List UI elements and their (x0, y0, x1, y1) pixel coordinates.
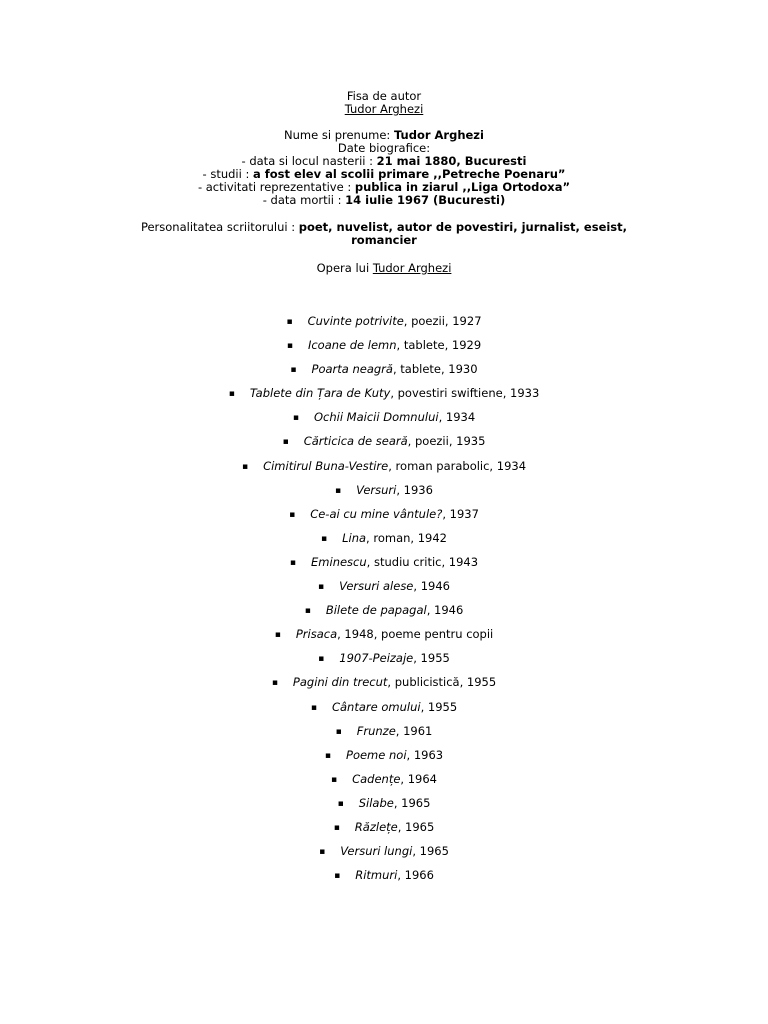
list-item (0, 530, 768, 554)
work-title: Răzlețe (354, 819, 398, 834)
work-detail: , 1948, poeme pentru copii (337, 627, 494, 642)
author-heading-link[interactable]: Tudor Arghezi (344, 102, 424, 116)
birth-value: 21 mai 1880, Bucuresti (376, 154, 527, 168)
opera-prefix: Opera lui (316, 261, 373, 275)
square-bullet-icon: ▪ (310, 702, 317, 713)
list-item (0, 554, 768, 578)
list-item (0, 795, 768, 819)
personality-line (134, 221, 634, 247)
work-title: Versuri alese (339, 579, 414, 594)
work-detail: , 1965 (397, 819, 435, 834)
work-title: Poeme noi (346, 747, 407, 762)
activity-value: publica in ziarul ,,Liga Ortodoxa” (354, 180, 571, 194)
work-detail: , 1946 (413, 579, 450, 594)
personality-label: Personalitatea scriitorului : (140, 220, 299, 234)
works-list (0, 313, 768, 891)
work-title: Ochii Maicii Domnului (313, 410, 439, 425)
square-bullet-icon: ▪ (333, 822, 340, 833)
work-detail: , studiu critic, 1943 (366, 554, 479, 569)
work-title: Cimitirul Buna-Vestire (263, 458, 389, 473)
square-bullet-icon: ▪ (228, 389, 235, 400)
square-bullet-icon: ▪ (289, 509, 296, 520)
opera-heading-block (0, 262, 768, 275)
work-title: Versuri (356, 482, 397, 497)
work-title: Versuri lungi (340, 844, 413, 859)
square-bullet-icon: ▪ (320, 533, 328, 544)
work-detail: , roman parabolic, 1934 (388, 458, 527, 473)
work-title: 1907-Peizaje (339, 651, 414, 666)
square-bullet-icon: ▪ (334, 871, 341, 882)
biography-block (0, 129, 768, 207)
list-item (0, 867, 768, 891)
death-label: - data mortii : (262, 193, 346, 207)
work-detail: , 1965 (412, 844, 449, 859)
work-title: Silabe (358, 795, 394, 810)
list-item (0, 313, 768, 337)
work-title: Icoane de lemn (307, 338, 397, 353)
list-item (0, 337, 768, 361)
work-detail: , 1964 (400, 771, 437, 786)
work-title: Poarta neagră (311, 362, 393, 377)
list-item (0, 723, 768, 747)
work-detail: , 1966 (397, 868, 434, 883)
work-title: Lina (342, 530, 367, 545)
square-bullet-icon: ▪ (330, 774, 338, 785)
list-item (0, 650, 768, 674)
list-item (0, 819, 768, 843)
work-title: Cuvinte potrivite (307, 314, 404, 328)
square-bullet-icon: ▪ (304, 606, 311, 617)
square-bullet-icon: ▪ (318, 654, 325, 665)
list-item (0, 674, 768, 698)
square-bullet-icon: ▪ (335, 726, 342, 737)
list-item (0, 747, 768, 771)
bio-heading: Date biografice: (337, 141, 431, 155)
work-title: Prisaca (295, 627, 338, 642)
title-block (0, 90, 768, 116)
square-bullet-icon: ▪ (289, 557, 297, 568)
work-detail: , 1961 (395, 723, 433, 738)
list-item (0, 843, 768, 867)
opera-heading (0, 262, 768, 275)
work-detail: , 1936 (396, 482, 433, 497)
death-value: 14 iulie 1967 (Bucuresti) (345, 193, 506, 207)
birth-label: - data si locul nasterii : (241, 154, 377, 168)
square-bullet-icon: ▪ (292, 413, 299, 424)
studies-label: - studii : (202, 167, 254, 181)
work-detail: , 1937 (442, 506, 479, 521)
work-detail: , tablete, 1930 (392, 362, 478, 377)
list-item (0, 602, 768, 626)
square-bullet-icon: ▪ (337, 798, 344, 809)
list-item (0, 482, 768, 506)
work-detail: , poezii, 1927 (403, 314, 482, 328)
work-title: Ritmuri (355, 868, 398, 883)
list-item (0, 699, 768, 723)
work-title: Cântare omului (331, 699, 421, 714)
square-bullet-icon: ▪ (282, 437, 289, 448)
list-item (0, 626, 768, 650)
work-detail: , 1963 (406, 747, 444, 762)
opera-author-link[interactable]: Tudor Arghezi (372, 261, 452, 275)
square-bullet-icon: ▪ (290, 365, 297, 376)
work-detail: , 1965 (393, 795, 431, 810)
square-bullet-icon: ▪ (335, 485, 342, 496)
personality-block (0, 221, 768, 247)
list-item (0, 578, 768, 602)
list-item (0, 771, 768, 795)
square-bullet-icon: ▪ (271, 678, 278, 689)
work-detail: , poezii, 1935 (407, 434, 486, 449)
square-bullet-icon: ▪ (318, 582, 325, 593)
work-detail: , povestiri swiftiene, 1933 (390, 386, 540, 401)
name-value: Tudor Arghezi (393, 128, 484, 142)
list-item (0, 385, 768, 409)
work-detail: , tablete, 1929 (396, 338, 482, 353)
death-line (0, 194, 768, 207)
work-title: Frunze (356, 723, 396, 738)
list-item (0, 433, 768, 457)
work-title: Bilete de papagal (325, 603, 427, 618)
work-detail: , 1946 (426, 603, 464, 618)
personality-value: poet, nuvelist, autor de povestiri, jurnalist, eseist, romancier (298, 220, 628, 247)
square-bullet-icon: ▪ (274, 630, 281, 641)
square-bullet-icon: ▪ (286, 317, 293, 327)
list-item (0, 409, 768, 433)
activity-label: - activitati reprezentative : (197, 180, 355, 194)
work-detail: , 1955 (413, 651, 450, 666)
work-detail: , 1955 (420, 699, 458, 714)
square-bullet-icon: ▪ (286, 341, 293, 352)
work-title: Cărticica de seară (303, 434, 408, 449)
square-bullet-icon: ▪ (324, 750, 332, 761)
document-title: Fisa de autor (346, 89, 422, 103)
work-detail: , publicistică, 1955 (387, 675, 497, 690)
work-title: Tablete din Țara de Kuty (249, 386, 391, 401)
work-title: Eminescu (311, 554, 367, 569)
square-bullet-icon: ▪ (241, 461, 249, 472)
work-title: Pagini din trecut (292, 675, 388, 690)
list-item (0, 506, 768, 530)
square-bullet-icon: ▪ (319, 847, 326, 858)
work-detail: , 1934 (438, 410, 476, 425)
work-detail: , roman, 1942 (366, 530, 447, 545)
studies-value: a fost elev al scolii primare ,,Petreche Poenaru” (253, 167, 566, 181)
work-title: Ce-ai cu mine vântule? (310, 506, 443, 521)
work-title: Cadențe (352, 771, 401, 786)
name-label: Nume si prenume: (284, 128, 394, 142)
list-item (0, 361, 768, 385)
list-item (0, 458, 768, 482)
